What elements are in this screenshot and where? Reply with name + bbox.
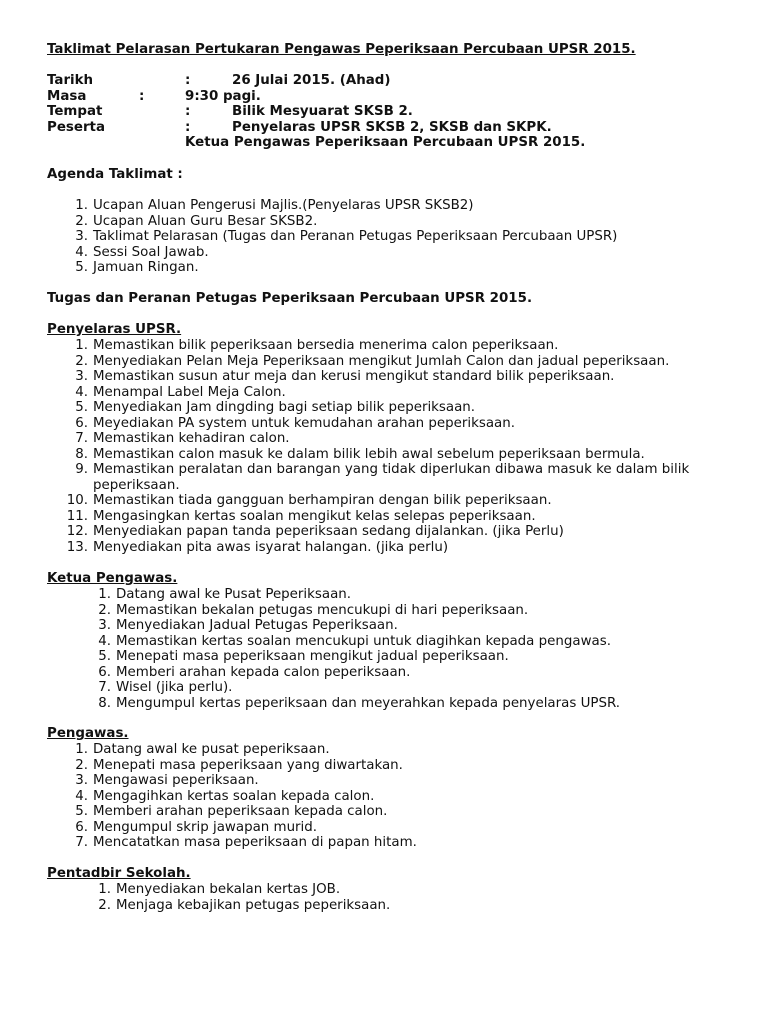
list-item-text: Menyediakan Pelan Meja Peperiksaan mengikut Jumlah Calon dan jadual peperiksaan. (93, 353, 670, 369)
list-item-number: 2. (98, 602, 111, 618)
ketua-heading: Ketua Pengawas. (47, 571, 178, 586)
list-item-text: Ucapan Aluan Guru Besar SKSB2. (93, 213, 318, 229)
list-item-number: 3. (75, 369, 88, 384)
list-item-number: 9. (75, 462, 88, 477)
list-item-number: 5. (75, 260, 88, 275)
list-item-text: Jamuan Ringan. (93, 260, 199, 275)
list-item-text: Menjaga kebajikan petugas peperiksaan. (116, 897, 391, 913)
list-item-number: 10. (66, 493, 88, 508)
list-item-number: 6. (75, 415, 88, 431)
list-item-text: Mencatatkan masa peperiksaan di papan hitam. (93, 835, 417, 850)
list-item-number: 3. (75, 229, 88, 244)
list-item-number: 1. (98, 882, 111, 897)
list-item-text: Menyediakan papan tanda peperiksaan sedang dijalankan. (jika Perlu) (93, 524, 564, 539)
tarikh-colon: : (185, 73, 191, 88)
list-item-text: Datang awal ke pusat peperiksaan. (93, 742, 330, 757)
masa-value: 9:30 pagi. (185, 88, 261, 104)
agenda-heading: Agenda Taklimat : (47, 167, 183, 182)
list-item-text: Menyediakan Jam dingding bagi setiap bilik peperiksaan. (93, 400, 476, 415)
list-item-number: 7. (75, 431, 88, 446)
pengawas-heading: Pengawas. (47, 726, 129, 741)
tempat-colon: : (185, 104, 191, 119)
list-item-number: 7. (98, 680, 111, 695)
list-item-number: 5. (75, 400, 88, 415)
list-item-number: 2. (75, 353, 88, 369)
list-item-text: Mengawasi peperiksaan. (93, 773, 259, 788)
penyelaras-heading: Penyelaras UPSR. (47, 322, 182, 337)
masa-label: Masa (47, 88, 87, 104)
list-item-number: 3. (98, 618, 111, 633)
list-item-text: Menyediakan Jadual Petugas Peperiksaan. (116, 618, 398, 633)
masa-colon: : (139, 88, 145, 104)
list-item-number: 8. (98, 695, 111, 711)
list-item-text: Ucapan Aluan Pengerusi Majlis.(Penyelaras UPSR SKSB2) (93, 198, 474, 213)
list-item-text: Wisel (jika perlu). (116, 680, 233, 695)
peserta-value: Penyelaras UPSR SKSB 2, SKSB dan SKPK. (232, 119, 552, 135)
list-item-text: Mengumpul skrip jawapan murid. (93, 819, 318, 835)
list-item-number: 5. (75, 804, 88, 819)
list-item-text: Memastikan kertas soalan mencukupi untuk diagihkan kepada pengawas. (116, 633, 611, 649)
list-item-text: Mengasingkan kertas soalan mengikut kelas selepas peperiksaan. (93, 508, 536, 524)
list-item-number: 8. (75, 446, 88, 462)
list-item-number: 4. (75, 244, 88, 260)
tugas-heading: Tugas dan Peranan Petugas Peperiksaan Percubaan UPSR 2015. (47, 291, 533, 306)
list-item-text: Memastikan bilik peperiksaan bersedia menerima calon peperiksaan. (93, 338, 559, 353)
list-item-number: 6. (75, 819, 88, 835)
pentadbir-heading: Pentadbir Sekolah. (47, 866, 191, 881)
list-item-text: Memastikan tiada gangguan berhampiran dengan bilik peperiksaan. (93, 493, 552, 508)
list-item-text: Taklimat Pelarasan (Tugas dan Peranan Petugas Peperiksaan Percubaan UPSR) (93, 229, 618, 244)
list-item-number: 1. (75, 338, 88, 353)
list-item-number: 2. (75, 757, 88, 773)
list-item-number: 4. (98, 633, 111, 649)
list-item-number: 1. (75, 198, 88, 213)
list-item-number: 5. (98, 649, 111, 664)
tempat-label: Tempat (47, 104, 103, 119)
list-item-text: Memastikan kehadiran calon. (93, 431, 290, 446)
peserta-colon: : (185, 119, 191, 135)
list-item-text: Mengagihkan kertas soalan kepada calon. (93, 788, 375, 804)
list-item-number: 1. (98, 587, 111, 602)
list-item-text: Memberi arahan peperiksaan kepada calon. (93, 804, 388, 819)
list-item-text: Memastikan bekalan petugas mencukupi di hari peperiksaan. (116, 602, 529, 618)
list-item-text: Menepati masa peperiksaan mengikut jadual peperiksaan. (116, 649, 509, 664)
list-item-text: Memastikan peralatan dan barangan yang tidak diperlukan dibawa masuk ke dalam bilik peperiksaan. (93, 462, 690, 493)
list-item-number: 2. (98, 897, 111, 913)
tempat-value: Bilik Mesyuarat SKSB 2. (232, 104, 413, 119)
list-item-number: 11. (66, 508, 88, 524)
list-item-text: Datang awal ke Pusat Peperiksaan. (116, 587, 352, 602)
list-item-number: 2. (75, 213, 88, 229)
list-item-text: Mengumpul kertas peperiksaan dan meyerahkan kepada penyelaras UPSR. (116, 695, 621, 711)
tarikh-label: Tarikh (47, 73, 94, 88)
peserta-value-2: Ketua Pengawas Peperiksaan Percubaan UPSR 2015. (185, 135, 586, 150)
document-title: Taklimat Pelarasan Pertukaran Pengawas Peperiksaan Percubaan UPSR 2015. (47, 42, 636, 57)
list-item-number: 6. (98, 664, 111, 680)
list-item-text: Meyediakan PA system untuk kemudahan arahan peperiksaan. (93, 415, 515, 431)
list-item-text: Menyediakan pita awas isyarat halangan. (jika perlu) (93, 539, 449, 555)
list-item-text: Memastikan susun atur meja dan kerusi mengikut standard bilik peperiksaan. (93, 369, 615, 384)
list-item-number: 1. (75, 742, 88, 757)
list-item-text: Sessi Soal Jawab. (93, 244, 209, 260)
peserta-label: Peserta (47, 119, 105, 135)
list-item-text: Menampal Label Meja Calon. (93, 384, 286, 400)
list-item-text: Memberi arahan kepada calon peperiksaan. (116, 664, 411, 680)
list-item-number: 12. (66, 524, 88, 539)
list-item-number: 3. (75, 773, 88, 788)
list-item-text: Memastikan calon masuk ke dalam bilik lebih awal sebelum peperiksaan bermula. (93, 446, 645, 462)
list-item-number: 4. (75, 788, 88, 804)
list-item-number: 4. (75, 384, 88, 400)
tarikh-value: 26 Julai 2015. (Ahad) (232, 73, 391, 88)
list-item-text: Menepati masa peperiksaan yang diwartakan. (93, 757, 403, 773)
list-item-text: Menyediakan bekalan kertas JOB. (116, 882, 341, 897)
list-item-number: 13. (66, 539, 88, 555)
list-item-number: 7. (75, 835, 88, 850)
